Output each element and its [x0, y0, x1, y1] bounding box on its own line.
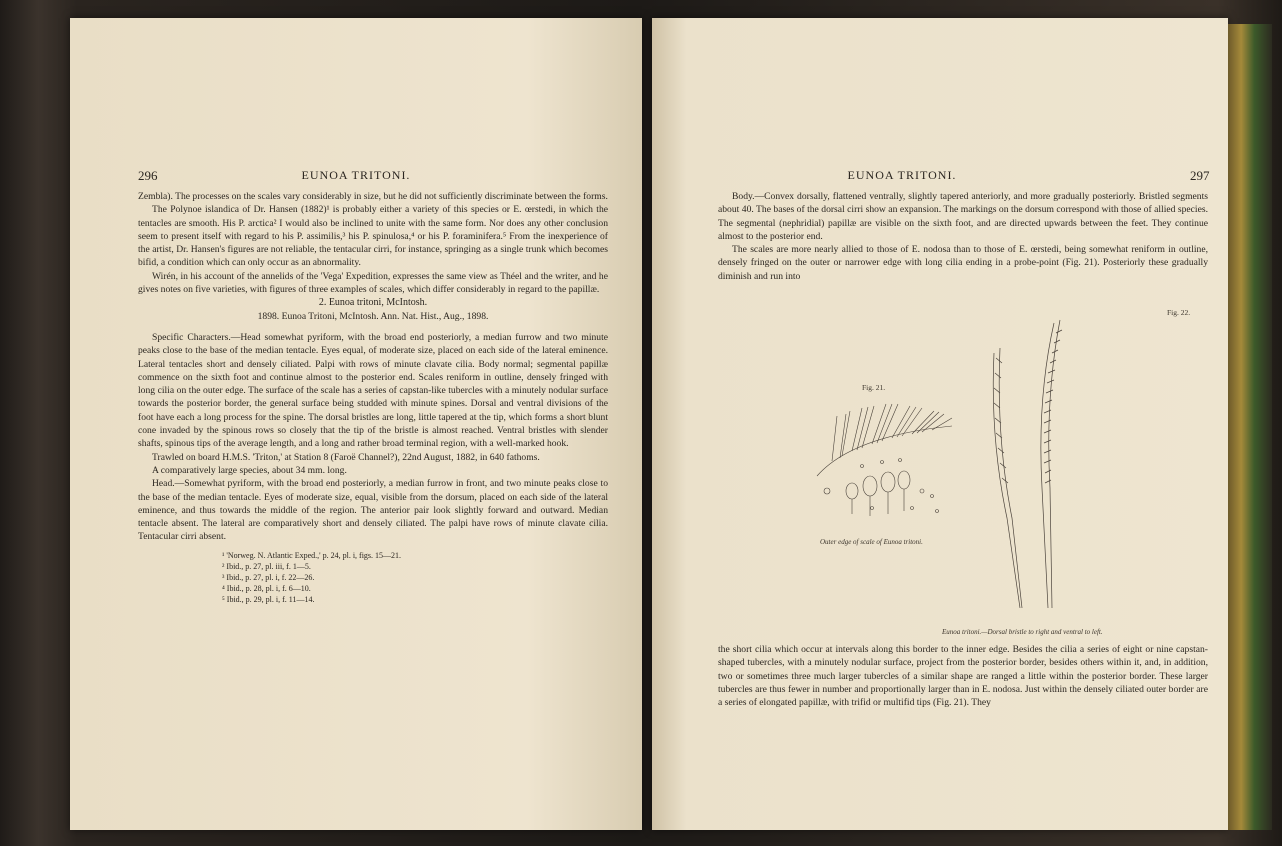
- right-body-bottom: [718, 643, 1208, 709]
- footnote: ¹ 'Norweg. N. Atlantic Exped.,' p. 24, pl. i, figs. 15—21.: [222, 550, 402, 560]
- paragraph: The Polynoe islandica of Dr. Hansen (1882)¹ is probably either a variety of this species or E. œrstedi, in which the tentacles are smooth. His P. arctica² I would also be inclined to unite with the same form. Nor does any other conclusion seem to present itself with regard to his P. assimilis,³ his P. spinulosa,⁴ or his P. foraminifera.⁵ From the inexperience of the artist, Dr. Hansen's figures are not reliable, the tentacular cirri, for instance, springing as a single trunk which becomes bifid, a condition which can only occur as an abnormality.: [138, 204, 608, 269]
- section-title: 2. Eunoa tritoni, McIntosh.: [318, 297, 428, 309]
- right-body-top: [718, 190, 1208, 283]
- page-number-left: 296: [138, 168, 158, 183]
- figure-21-scale-drawing: [812, 396, 962, 531]
- book-edge: [1228, 24, 1272, 830]
- footnote: ⁴ Ibid., p. 28, pl. i, f. 6—10.: [222, 583, 311, 593]
- figure-21-label: Fig. 21.: [862, 383, 886, 392]
- paragraph: Head.—Somewhat pyriform, with the broad end posteriorly, a median furrow in front, and two minute peaks close to the base of the median tentacle. Eyes of moderate size, equal, visible from the dorsum, placed on each side of the lateral eminence, and thus towards the middle of the region. The anterior pair look slightly forward and outward. Median tentacle absent. The lateral are comparatively short and densely ciliated. The palpi have rows of minute clavate cilia. Tentacular cirri absent.: [138, 478, 608, 543]
- paragraph: A comparatively large species, about 34 mm. long.: [152, 464, 347, 476]
- footnote: ³ Ibid., p. 27, pl. i, f. 22—26.: [222, 572, 315, 582]
- footnote: ⁵ Ibid., p. 29, pl. i, f. 11—14.: [222, 594, 315, 604]
- paragraph: Specific Characters.—Head somewhat pyriform, with the broad end posteriorly, a median furrow and two minute peaks close to the base of the median tentacle. Eyes equal, of moderate size, placed on each side of the lateral eminence. Lateral tentacles short and densely ciliated. Palpi with rows of minute clavate cilia. Body normal; segmental papillæ commence on the sixth foot and continue almost to the posterior end. Scales reniform in outline, densely fringed with long cilia on the outer edge. The surface of the scale has a series of capstan-like tubercles with a minutely nodular surface towards the posterior border, the general surface being studded with minute spines. Dorsal and ventral divisions of the foot have each a long process for the spine. The dorsal bristles are long, little tapered at the tip, which forms a short blunt cone invaded by the spinous rows so closely that the tip of the bristle is almost reached. Ventral bristles with slender shafts, spinous tips of the average length, and a long and rather broad terminal region, with a well-marked hook.: [138, 331, 608, 450]
- left-page: [70, 18, 642, 830]
- paragraph: the short cilia which occur at intervals along this border to the inner edge. Besides the cilia a series of eight or nine capstan-shaped tubercles, with a minutely nodular surface, project from the posterior border, besides others within it, and, in addition, two or sometimes three much larger tubercles of a similar shape are ranged a little within the posterior border. These larger tubercles are thus fewer in number and proportionally larger than in E. nodosa. Just within the densely ciliated outer border are a series of elongated papillæ, with trifid or multifid tips (Fig. 21). They: [718, 644, 1208, 709]
- figure-22-bristles-drawing: [982, 318, 1092, 618]
- figure-22-caption: Eunoa tritoni.—Dorsal bristle to right and ventral to left.: [942, 628, 1103, 636]
- figure-21-caption: Outer edge of scale of Eunoa tritoni.: [820, 538, 923, 546]
- paragraph: Zembla). The processes on the scales vary considerably in size, but he did not sufficiently discriminate between the forms.: [138, 191, 608, 202]
- paragraph: Wirén, in his account of the annelids of the 'Vega' Expedition, expresses the same view as Théel and the writer, and he gives notes on five varieties, with figures of three examples of scales, which differ considerably in regard to the papillæ.: [138, 270, 608, 296]
- running-head-right: EUNOA TRITONI.: [847, 168, 957, 182]
- paragraph: Body.—Convex dorsally, flattened ventrally, slightly tapered anteriorly, and more gradually posteriorly. Bristled segments about 40. The bases of the dorsal cirri show an expansion. The markings on the dorsum correspond with those of allied species. The segmental (nephridial) papillæ are visible on the sixth foot, and are directed upwards between the feet. They continue almost to the posterior end.: [718, 191, 1208, 242]
- footnote: ² Ibid., p. 27, pl. iii, f. 1—5.: [222, 561, 311, 571]
- running-head-left: EUNOA TRITONI.: [301, 168, 411, 182]
- figure-22-label: Fig. 22.: [1167, 308, 1191, 317]
- page-number-right: 297: [1190, 168, 1210, 183]
- paragraph: Trawled on board H.M.S. 'Triton,' at Station 8 (Faroë Channel?), 22nd August, 1882, in 640 fathoms.: [152, 451, 540, 463]
- right-page: [652, 18, 1228, 830]
- left-body: [138, 190, 608, 605]
- paragraph: The scales are more nearly allied to those of E. nodosa than to those of E. œrstedi, being somewhat reniform in outline, densely fringed on the outer or narrower edge with long cilia ending in a probe-point (Fig. 21). Posteriorly these gradually diminish and run into: [718, 244, 1208, 282]
- citation: 1898. Eunoa Tritoni, McIntosh. Ann. Nat. Hist., Aug., 1898.: [257, 310, 489, 322]
